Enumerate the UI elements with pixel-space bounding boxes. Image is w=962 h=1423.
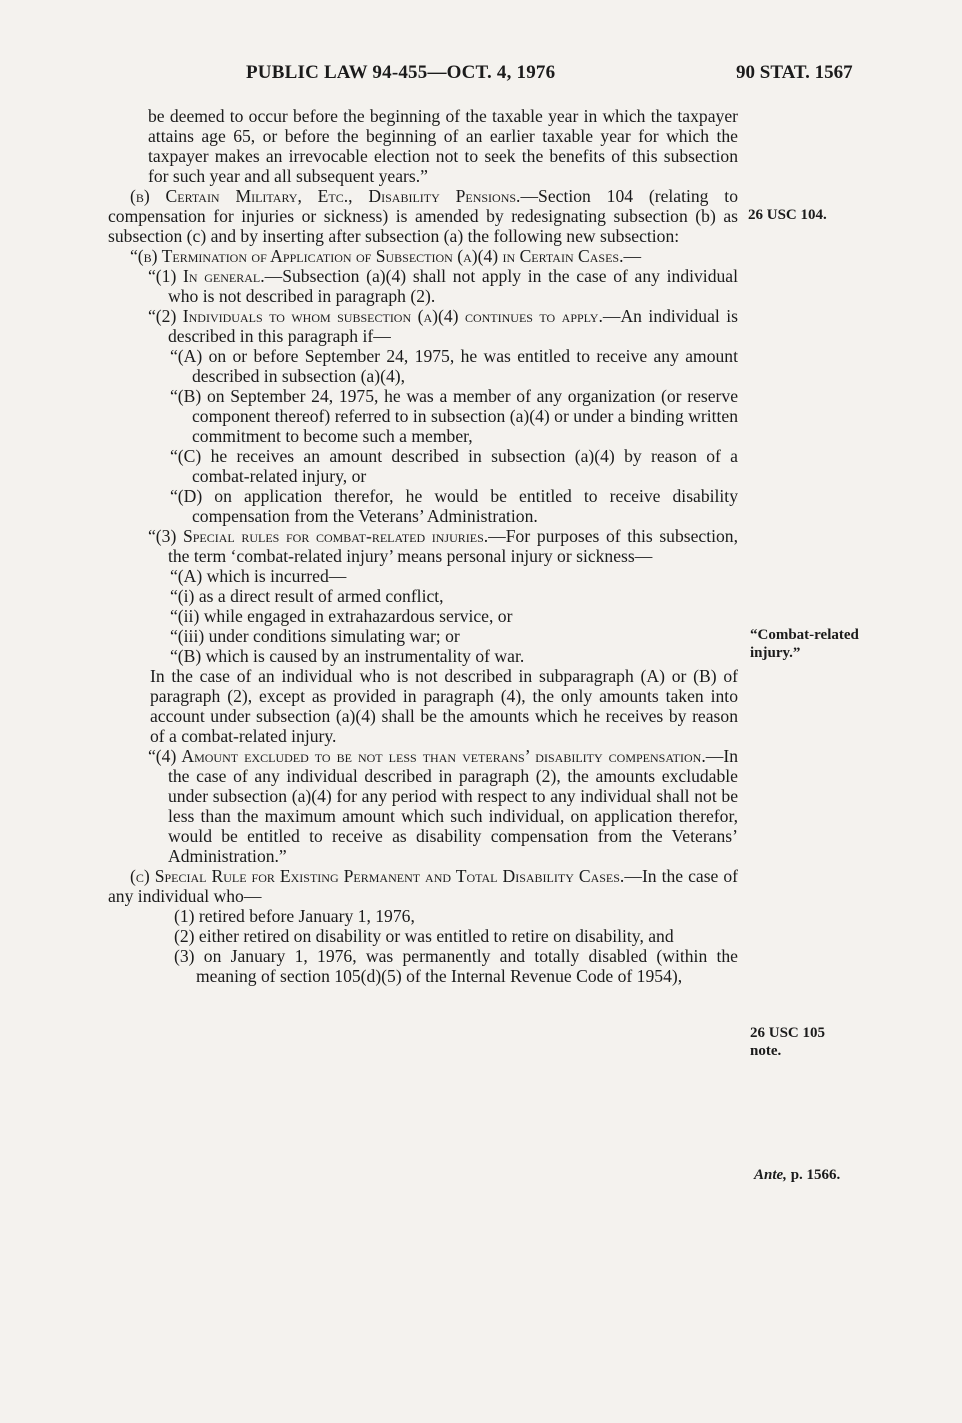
paragraph-4 <box>108 746 738 866</box>
statute-text <box>108 106 738 986</box>
subsection-c-item-2: (2) either retired on disability or was entitled to retire on disability, and <box>174 926 674 946</box>
paragraph-2-text: —An individual is described in this paragraph if— <box>168 306 738 346</box>
subsection-c <box>108 866 738 906</box>
subsection-c-text: —In the case of any individual who— <box>108 866 738 906</box>
paragraph-4-text: —In the case of any individual described in paragraph (2), the amounts excludable under subsection (a)(4) for any period with respect to any individual shall not be less than the maximum amount which such individual, on application therefor, would be entitled to receive as disability compensation from the Veterans’ Administration.” <box>168 746 738 866</box>
margin-note-26usc104: 26 USC 104. <box>748 207 827 223</box>
margin-note-26usc105-line1: 26 USC 105 <box>750 1025 826 1041</box>
paragraph-3-flush-text: In the case of an individual who is not described in subparagraph (A) or (B) of paragraph (2), except as provided in paragraph (4), the only amounts taken into account under subsection (a)(4) shall be the amounts which he receives by reason of a combat-related injury. <box>150 666 738 746</box>
new-subsection-heading: “(b) Termination of Application of Subsection (a)(4) in Certain Cases.— <box>130 246 642 266</box>
subparagraph-B: “(B) on September 24, 1975, he was a member of any organization (or reserve component thereof) referred to in subsection (a)(4) or under a binding written commitment to become such a member, <box>170 386 738 446</box>
paragraph-1-text: —Subsection (a)(4) shall not apply in the case of any individual who is not described in paragraph (2). <box>168 266 738 306</box>
subparagraph-A: “(A) on or before September 24, 1975, he was entitled to receive any amount described in subsection (a)(4), <box>170 346 738 386</box>
paragraph-3 <box>108 526 738 566</box>
subparagraph-3B: “(B) which is caused by an instrumentality of war. <box>170 646 525 666</box>
margin-note-26usc105-line2: note. <box>750 1043 782 1059</box>
page-header-stat: 90 STAT. 1567 <box>736 62 853 83</box>
margin-note-ante-word: Ante, <box>754 1167 787 1183</box>
subsection-c-heading: (c) Special Rule for Existing Permanent and Total Disability Cases. <box>130 866 625 886</box>
subsection-b-text: —Section 104 (relating to compensation for injuries or sickness) is amended by redesignating subsection (b) as subsection (c) and by inserting after subsection (a) the following new subsection: <box>108 186 738 246</box>
subparagraph-C: “(C) he receives an amount described in subsection (a)(4) by reason of a combat-related injury, or <box>170 446 738 486</box>
subparagraph-3A: “(A) which is incurred— <box>170 566 347 586</box>
margin-note-ante-page: p. 1566. <box>790 1167 841 1183</box>
paragraph-2 <box>108 306 738 346</box>
margin-note-combat-related-line2: injury.” <box>750 645 801 661</box>
clause-i: “(i) as a direct result of armed conflict, <box>170 586 444 606</box>
paragraph-1 <box>108 266 738 306</box>
paragraph-1-heading: “(1) In general. <box>148 266 265 286</box>
subsection-b-heading: (b) Certain Military, Etc., Disability Pensions. <box>130 186 521 206</box>
subparagraph-D: “(D) on application therefor, he would be entitled to receive disability compensation from the Veterans’ Administration. <box>170 486 738 526</box>
margin-note-ante <box>754 1166 840 1184</box>
margin-note-combat-related <box>750 626 859 662</box>
paragraph-3-heading: “(3) Special rules for combat-related injuries. <box>148 526 489 546</box>
subsection-c-item-1: (1) retired before January 1, 1976, <box>174 906 415 926</box>
clause-iii: “(iii) under conditions simulating war; or <box>170 626 460 646</box>
clause-ii: “(ii) while engaged in extrahazardous service, or <box>170 606 513 626</box>
paragraph-3-text: —For purposes of this subsection, the term ‘combat-related injury’ means personal injury or sickness— <box>168 526 738 566</box>
subsection-c-item-3: (3) on January 1, 1976, was permanently and totally disabled (within the meaning of section 105(d)(5) of the Internal Revenue Code of 1954), <box>174 946 738 986</box>
paragraph-continuation: be deemed to occur before the beginning of the taxable year in which the taxpayer attains age 65, or before the beginning of an earlier taxable year for which the taxpayer makes an irrevocable election not to seek the benefits of this subsection for such year and all subsequent years.” <box>148 106 738 186</box>
margin-note-combat-related-line1: “Combat-related <box>750 627 859 643</box>
margin-note-26usc105 <box>750 1024 825 1060</box>
page-header-title: PUBLIC LAW 94-455—OCT. 4, 1976 <box>246 62 556 83</box>
paragraph-2-heading: “(2) Individuals to whom subsection (a)(4) continues to apply. <box>148 306 603 326</box>
subsection-b <box>108 186 738 246</box>
paragraph-4-heading: “(4) Amount excluded to be not less than veterans’ disability compensation. <box>148 746 706 766</box>
